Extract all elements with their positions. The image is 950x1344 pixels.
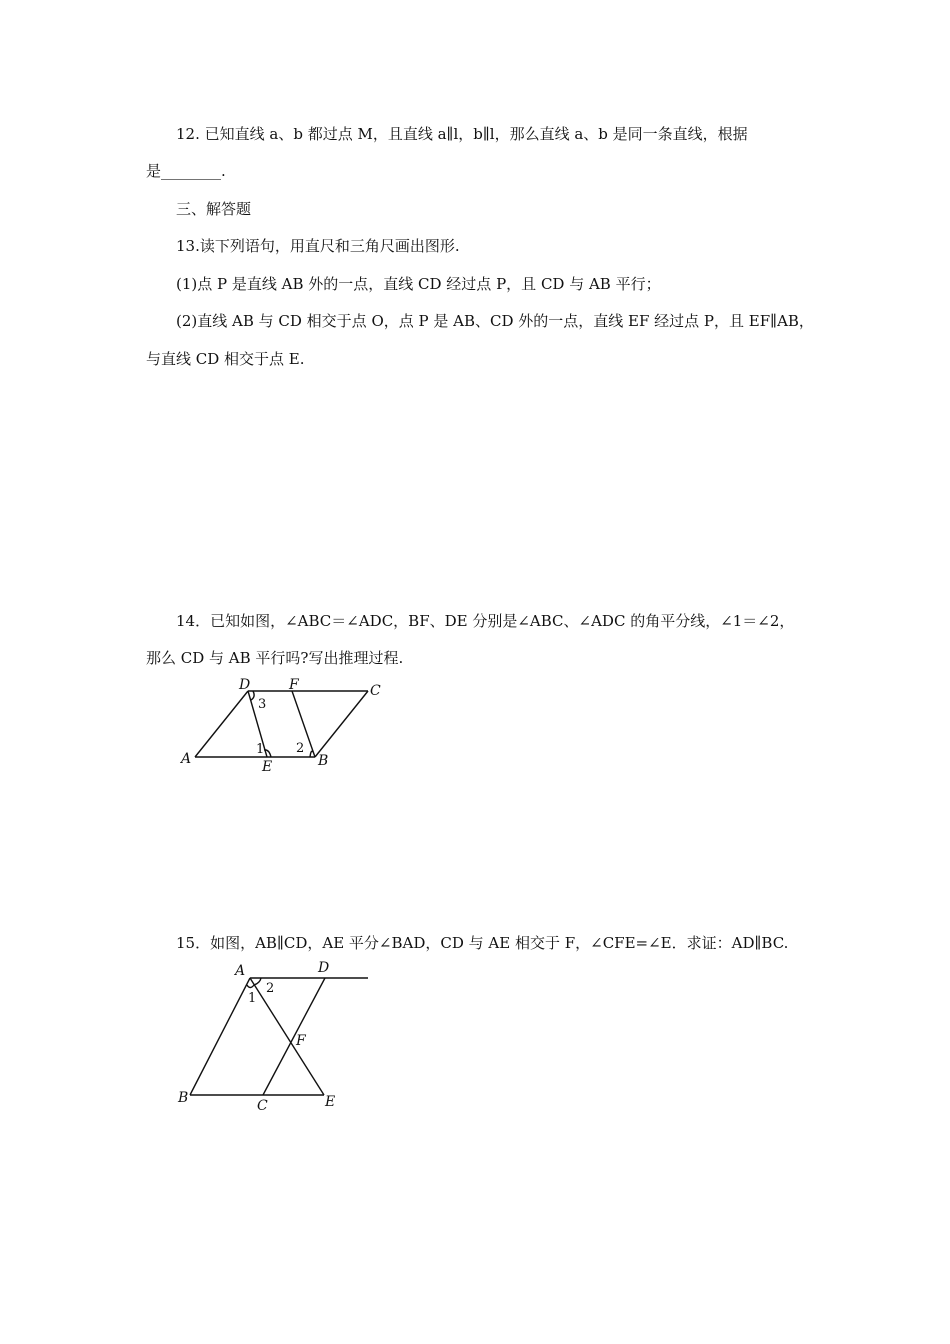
q13-part2-line1: (2)直线 AB 与 CD 相交于点 O，点 P 是 AB、CD 外的一点，直线 EF 经过点 P，且 EF∥AB，: [176, 312, 814, 330]
q13-part2-line2: 与直线 CD 相交于点 E.: [146, 350, 305, 368]
q15-angle-arc-2: [254, 978, 261, 985]
q15-segment-ab: [190, 978, 250, 1095]
q15-angle-arc-1: [247, 985, 254, 988]
q14-segment-bc: [315, 691, 368, 757]
q15-label-d: D: [318, 960, 330, 976]
q15-label-f: F: [296, 1033, 306, 1049]
q14-label-e: E: [262, 759, 273, 775]
q14-label-b: B: [318, 753, 329, 769]
q12-text-line1: 12. 已知直线 a、b 都过点 M，且直线 a∥l，b∥l，那么直线 a、b 是同一条直线，根据: [176, 125, 748, 143]
q15-label-e: E: [325, 1094, 336, 1110]
q14-angle-label-2: 2: [296, 741, 305, 756]
q14-angle-arc-2: [310, 751, 313, 757]
q15-label-c: C: [257, 1098, 268, 1114]
q14-segment-ad: [195, 691, 248, 757]
q14-text-line1: 14．已知如图，∠ABC＝∠ADC，BF、DE 分别是∠ABC、∠ADC 的角平分线，∠1＝∠2，: [176, 612, 795, 630]
q14-label-c: C: [370, 683, 381, 699]
q15-figure: [170, 958, 380, 1118]
q14-label-a: A: [181, 751, 192, 767]
q14-label-f: F: [289, 677, 299, 693]
q15-segment-ae: [250, 978, 324, 1095]
q14-label-d: D: [239, 677, 251, 693]
q13-part1: (1)点 P 是直线 AB 外的一点，直线 CD 经过点 P，且 CD 与 AB 平行；: [176, 275, 661, 293]
q14-angle-label-1: 1: [256, 742, 265, 757]
q14-angle-label-3: 3: [258, 697, 267, 712]
q15-label-b: B: [178, 1090, 189, 1106]
q12-text-line2: 是________.: [146, 162, 226, 180]
q15-text-line1: 15．如图，AB∥CD，AE 平分∠BAD，CD 与 AE 相交于 F，∠CFE=∠E．求证：AD∥BC.: [176, 934, 789, 952]
section-title: 三、解答题: [176, 200, 252, 218]
q13-stem: 13.读下列语句，用直尺和三角尺画出图形.: [176, 237, 460, 255]
q14-angle-arc-3: [251, 691, 254, 700]
q15-angle-label-2: 2: [266, 981, 275, 996]
q15-label-a: A: [235, 963, 246, 979]
q14-figure: [170, 675, 400, 775]
q15-angle-label-1: 1: [248, 991, 257, 1006]
q14-text-line2: 那么 CD 与 AB 平行吗?写出推理过程.: [146, 649, 404, 667]
